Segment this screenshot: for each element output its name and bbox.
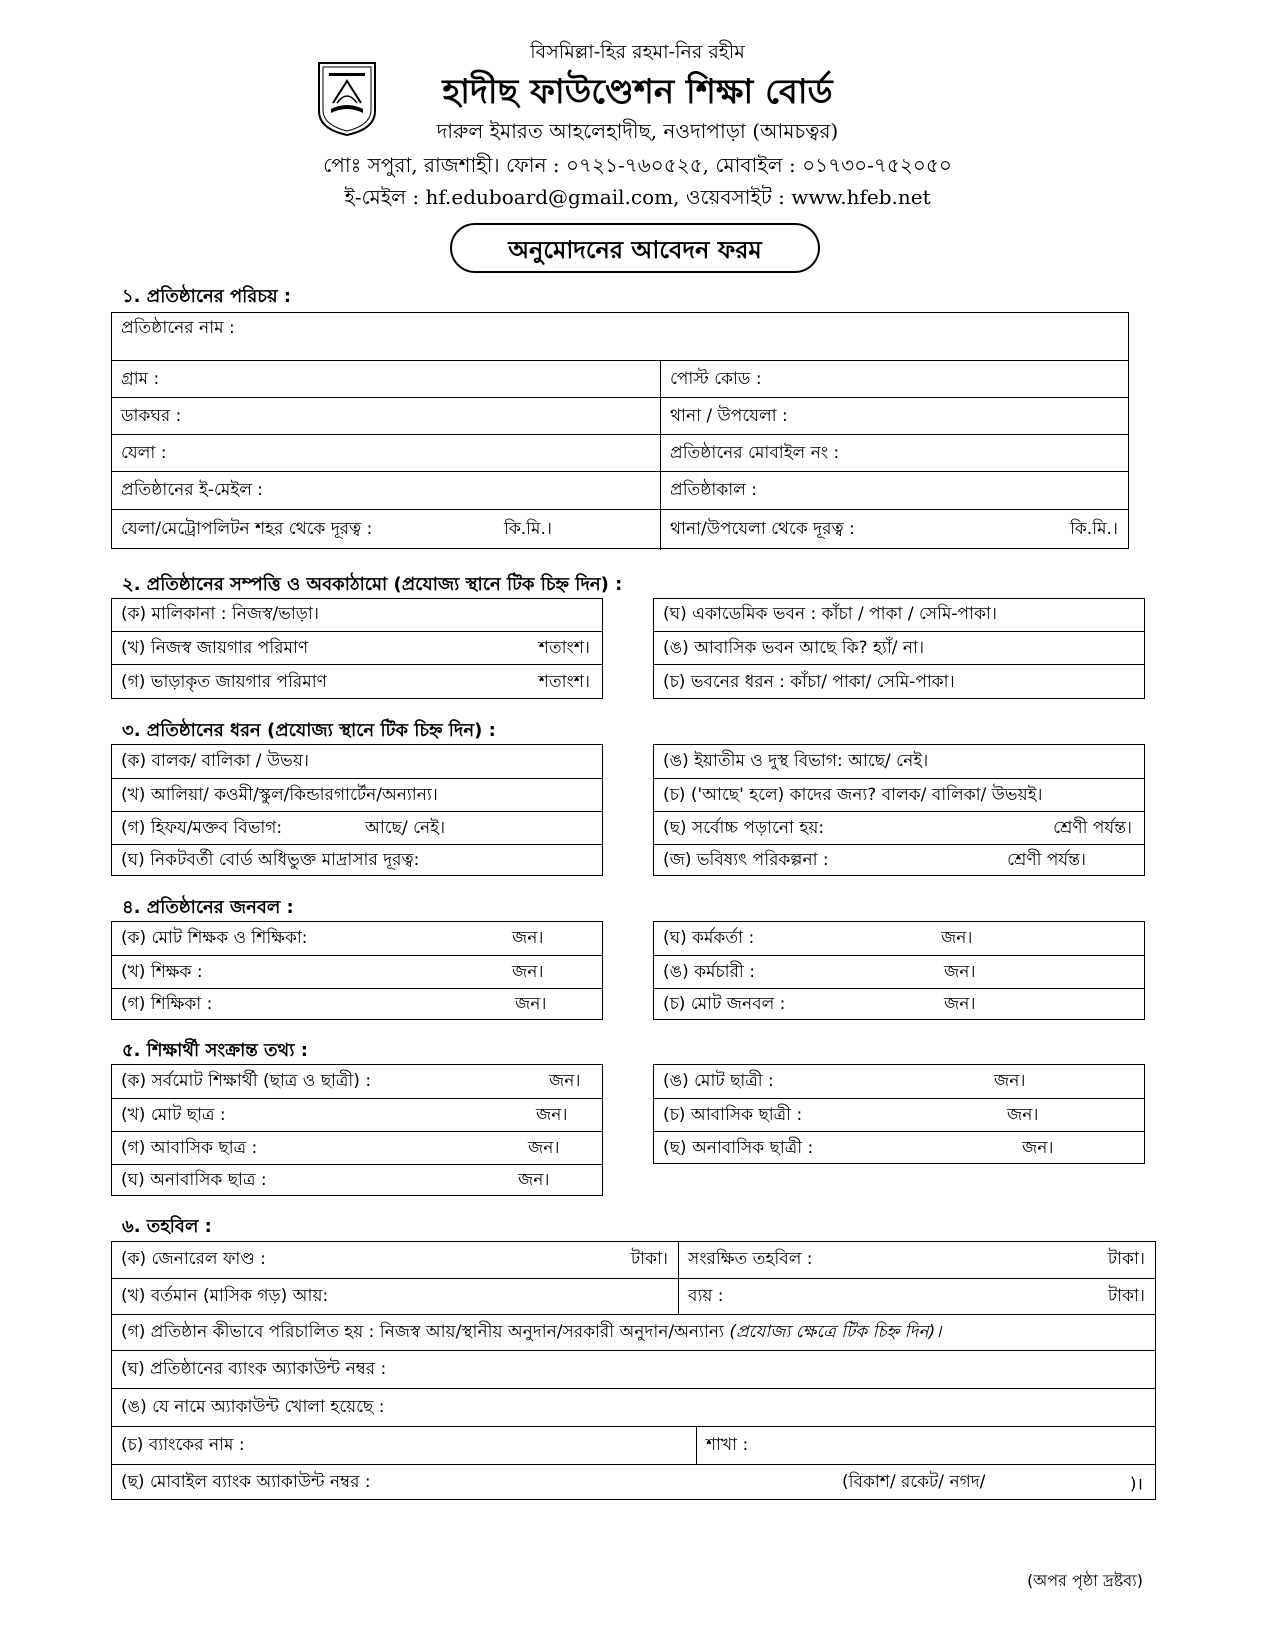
- field-bank-account-number[interactable]: (ঘ) প্রতিষ্ঠানের ব্যাংক অ্যাকাউন্ট নম্বর :: [112, 1350, 1155, 1389]
- field-total-students[interactable]: (ক) সর্বমোট শিক্ষার্থী (ছাত্র ও ছাত্রী) : জন।: [121, 1070, 581, 1091]
- field-mobile-bank-account[interactable]: (ছ) মোবাইল ব্যাংক অ্যাকাউন্ট নম্বর : (বিকাশ/ রকেট/ নগদ/ )।: [112, 1464, 1155, 1501]
- section-3-left-table: [111, 744, 603, 876]
- field-total-teachers[interactable]: (ক) মোট শিক্ষক ও শিক্ষিকা: জন।: [121, 927, 544, 948]
- section-1-title: ১. প্রতিষ্ঠানের পরিচয় :: [122, 286, 292, 307]
- field-ownership[interactable]: (ক) মালিকানা : নিজস্ব/ভাড়া।: [121, 604, 319, 624]
- field-general-fund[interactable]: (ক) জেনারেল ফাণ্ড : টাকা।: [121, 1249, 668, 1269]
- field-nearby-madrasa-distance[interactable]: (ঘ) নিকটবর্তী বোর্ড অধিভুক্ত মাদ্রাসার দূরত্ব:: [112, 844, 602, 877]
- field-nonresidential-male-students[interactable]: (ঘ) অনাবাসিক ছাত্র : জন।: [112, 1164, 602, 1197]
- footer-note: (অপর পৃষ্ঠা দ্রষ্টব্য): [1027, 1571, 1143, 1590]
- field-nonresidential-female-students[interactable]: (ছ) অনাবাসিক ছাত্রী : জন।: [654, 1131, 1144, 1165]
- address-line-1: দারুল ইমারত আহলেহাদীছ, নওদাপাড়া (আমচত্বর): [436, 119, 839, 143]
- field-own-land-area[interactable]: (খ) নিজস্ব জায়গার পরিমাণ শতাংশ।: [112, 631, 602, 665]
- section-5-left-table: [111, 1064, 603, 1196]
- form-title: অনুমোদনের আবেদন ফরম: [450, 223, 820, 273]
- section-4-title: ৪. প্রতিষ্ঠানের জনবল :: [122, 897, 294, 918]
- section-1-table: [111, 312, 1129, 549]
- field-distance-thana[interactable]: থানা/উপযেলা থেকে দূরত্ব : কি.মি.।: [660, 510, 1128, 550]
- section-4-left-table: [111, 921, 603, 1020]
- field-account-holder-name[interactable]: (ঙ) যে নামে অ্যাকাউন্ট খোলা হয়েছে :: [112, 1388, 1155, 1427]
- field-district[interactable]: যেলা :: [121, 442, 167, 463]
- section-6-table: [111, 1241, 1156, 1500]
- section-2-left-table: [111, 598, 603, 699]
- address-line-3: ই-মেইল : hf.eduboard@gmail.com, ওয়েবসাইট : www.hfeb.net: [344, 185, 931, 209]
- field-reserved-fund[interactable]: সংরক্ষিত তহবিল : টাকা।: [678, 1242, 1155, 1278]
- section-4-right-table: [653, 921, 1145, 1020]
- field-female-teachers[interactable]: (গ) শিক্ষিকা : জন।: [112, 988, 602, 1021]
- field-institution-name[interactable]: প্রতিষ্ঠানের নাম :: [121, 318, 235, 338]
- field-residential-building[interactable]: (ঙ) আবাসিক ভবন আছে কি? হ্যাঁ/ না।: [654, 631, 1144, 665]
- field-institution-email[interactable]: প্রতিষ্ঠানের ই-মেইল :: [121, 480, 264, 500]
- board-name-heading: হাদীছ ফাউণ্ডেশন শিক্ষা বোর্ড: [442, 72, 833, 112]
- field-bank-branch[interactable]: শাখা :: [696, 1427, 1155, 1465]
- field-hifz-department[interactable]: (গ) হিফয/মক্তব বিভাগ: আছে/ নেই।: [112, 811, 602, 845]
- bismillah-text: বিসমিল্লা-হির রহমা-নির রহীম: [530, 41, 745, 63]
- field-established-date[interactable]: প্রতিষ্ঠাকাল :: [660, 472, 1128, 510]
- section-2-right-table: [653, 598, 1145, 699]
- section-3-right-table: [653, 744, 1145, 876]
- field-male-teachers[interactable]: (খ) শিক্ষক : জন।: [112, 955, 602, 989]
- field-bank-name[interactable]: (চ) ব্যাংকের নাম :: [121, 1435, 245, 1455]
- field-total-female-students[interactable]: (ঙ) মোট ছাত্রী : জন।: [663, 1070, 1026, 1091]
- field-orphan-department[interactable]: (ঙ) ইয়াতীম ও দুস্থ বিভাগ: আছে/ নেই।: [663, 750, 929, 771]
- section-5-right-table: [653, 1064, 1145, 1164]
- field-total-male-students[interactable]: (খ) মোট ছাত্র : জন।: [112, 1098, 602, 1132]
- field-officers[interactable]: (ঘ) কর্মকর্তা : জন।: [663, 927, 973, 948]
- field-highest-class[interactable]: (ছ) সর্বোচ্চ পড়ানো হয়: শ্রেণী পর্যন্ত।: [654, 811, 1144, 845]
- field-institution-mobile[interactable]: প্রতিষ্ঠানের মোবাইল নং :: [660, 435, 1128, 472]
- field-residential-male-students[interactable]: (গ) আবাসিক ছাত্র : জন।: [112, 1131, 602, 1165]
- field-rented-land-area[interactable]: (গ) ভাড়াকৃত জায়গার পরিমাণ শতাংশ।: [112, 664, 602, 700]
- field-madrasa-type[interactable]: (খ) আলিয়া/ কওমী/স্কুল/কিন্ডারগার্টেন/অন্যান্য।: [112, 778, 602, 812]
- field-employees[interactable]: (ঙ) কর্মচারী : জন।: [654, 955, 1144, 989]
- field-post-office[interactable]: ডাকঘর :: [121, 405, 182, 426]
- field-academic-building[interactable]: (ঘ) একাডেমিক ভবন : কাঁচা / পাকা / সেমি-পাকা।: [663, 604, 997, 624]
- field-building-type[interactable]: (চ) ভবনের ধরন : কাঁচা/ পাকা/ সেমি-পাকা।: [654, 664, 1144, 700]
- field-monthly-income[interactable]: (খ) বর্তমান (মাসিক গড়) আয়:: [121, 1286, 329, 1306]
- field-expense[interactable]: ব্যয় : টাকা।: [678, 1279, 1155, 1315]
- section-2-title: ২. প্রতিষ্ঠানের সম্পত্তি ও অবকাঠামো (প্রযোজ্য স্থানে টিক চিহ্ন দিন) :: [122, 574, 623, 595]
- field-post-code[interactable]: পোস্ট কোড :: [660, 361, 1128, 398]
- field-residential-female-students[interactable]: (চ) আবাসিক ছাত্রী : জন।: [654, 1098, 1144, 1132]
- section-3-title: ৩. প্রতিষ্ঠানের ধরন (প্রযোজ্য স্থানে টিক চিহ্ন দিন) :: [122, 720, 496, 741]
- field-future-plan[interactable]: (জ) ভবিষ্যৎ পরিকল্পনা : শ্রেণী পর্যন্ত।: [654, 844, 1144, 877]
- section-5-title: ৫. শিক্ষার্থী সংক্রান্ত তথ্য :: [122, 1040, 308, 1061]
- field-village[interactable]: গ্রাম :: [121, 368, 160, 389]
- field-orphan-for-whom[interactable]: (চ) ('আছে' হলে) কাদের জন্য? বালক/ বালিকা/ উভয়ই।: [654, 778, 1144, 812]
- address-line-2: পোঃ সপুরা, রাজশাহী। ফোন : ০৭২১-৭৬০৫২৫, মোবাইল : ০১৭৩০-৭৫২০৫০: [323, 153, 952, 177]
- field-total-staff[interactable]: (চ) মোট জনবল : জন।: [654, 988, 1144, 1021]
- field-thana[interactable]: থানা / উপযেলা :: [660, 398, 1128, 435]
- field-distance-city[interactable]: যেলা/মেট্রোপলিটন শহর থেকে দূরত্ব : কি.মি.।: [121, 519, 552, 539]
- field-operation-mode[interactable]: (গ) প্রতিষ্ঠান কীভাবে পরিচালিত হয় : নিজস্ব আয়/স্থানীয় অনুদান/সরকারী অনুদান/অন্যান্য (প্রযোজ্য ক্ষেত্রে টিক চিহ্ন দিন)।: [112, 1314, 1155, 1351]
- section-6-title: ৬. তহবিল :: [122, 1216, 212, 1237]
- field-gender-type[interactable]: (ক) বালক/ বালিকা / উভয়।: [121, 750, 309, 771]
